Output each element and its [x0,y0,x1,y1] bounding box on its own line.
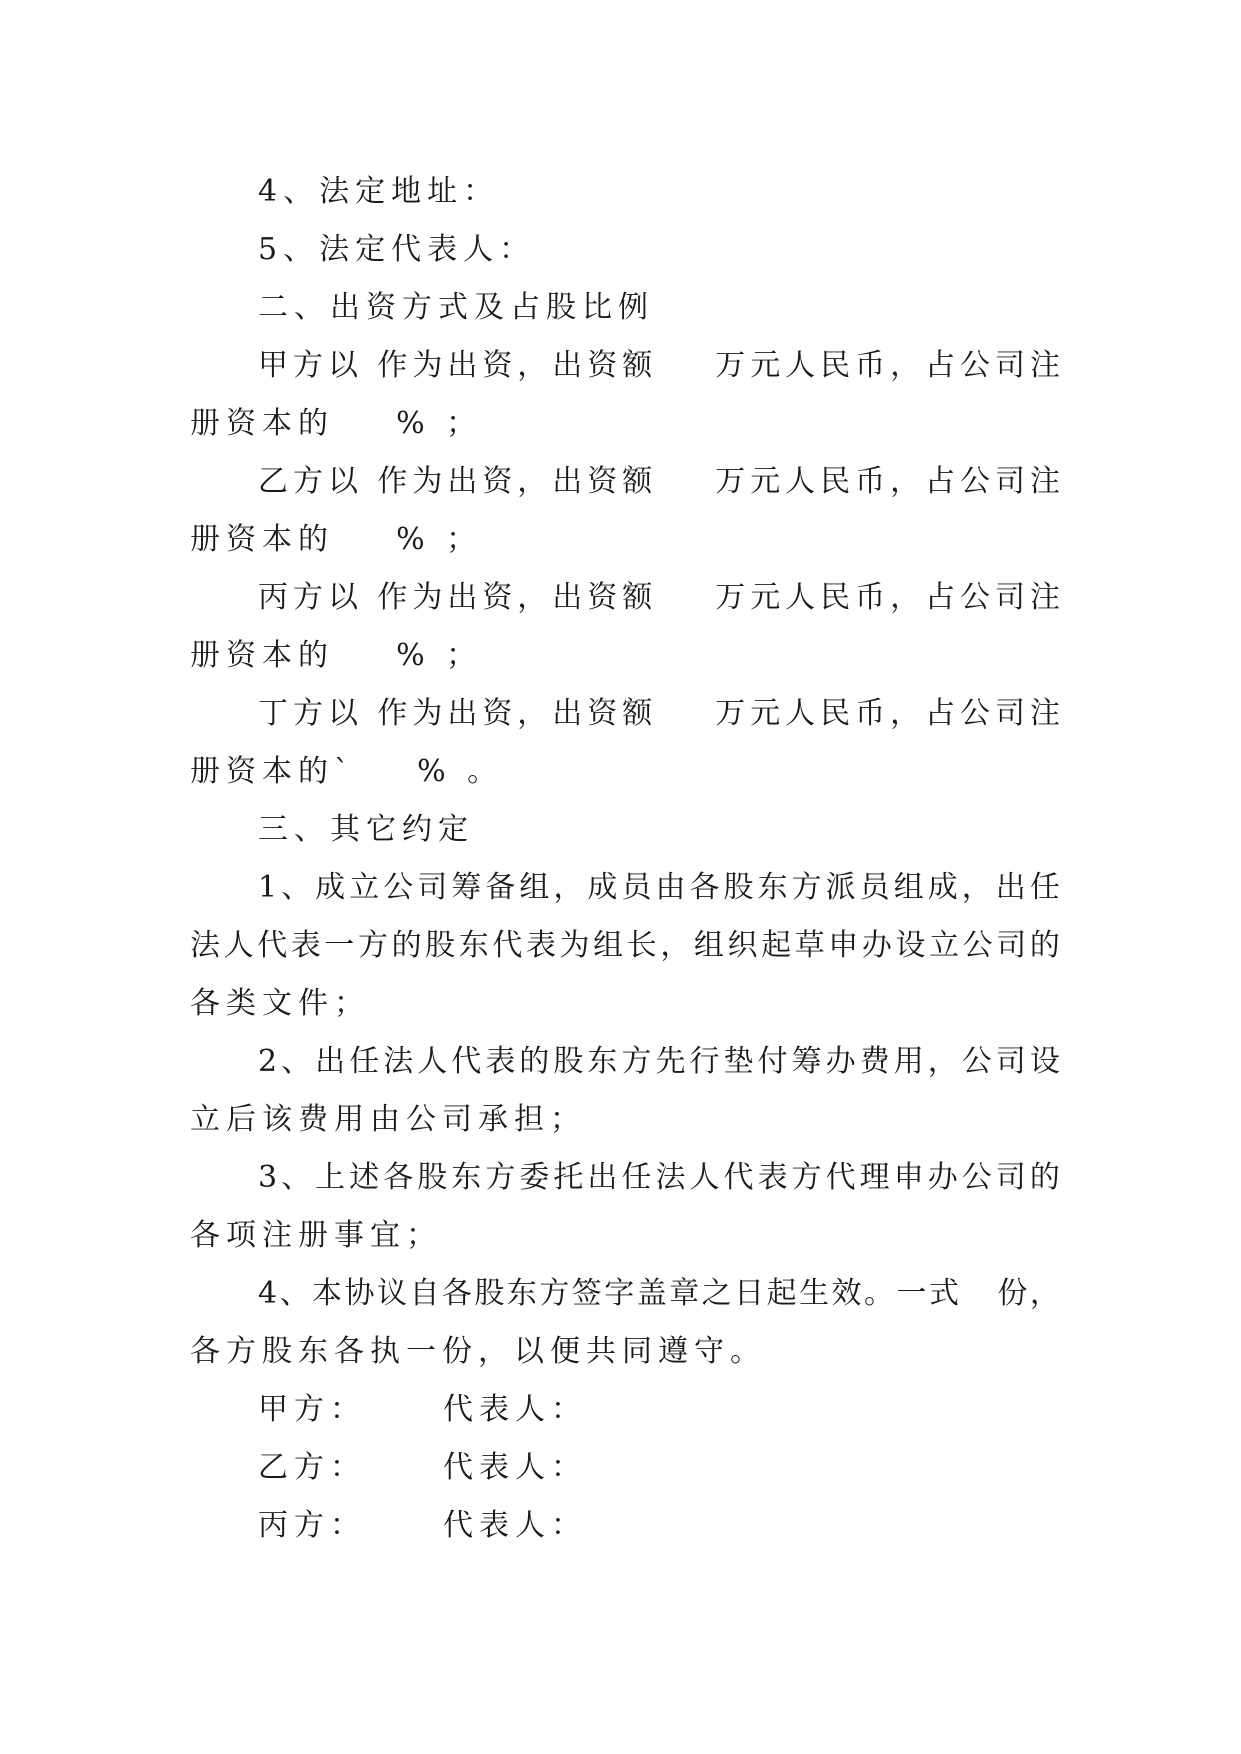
other-clause-4-line-2: 各方股东各执一份，以便共同遵守。 [190,1334,766,1369]
other-clause-1-line-1: 1 、 成 立 公 司 筹 备 组 ， 成 员 由 各 股 东 方 派 员 组 成 ， 出 任 [258,870,1060,905]
capital-party-d-line-2: 册资本的` % 。 [190,754,504,789]
capital-party-b-line-2: 册资本的 % ； [190,522,483,557]
capital-party-b-line-1: 乙 方 以 作 为 出 资 ， 出 资 额 万 元 人 民 币 ， 占 公 司 注 [258,464,1060,499]
capital-party-d-line-1: 丁 方 以 作 为 出 资 ， 出 资 额 万 元 人 民 币 ， 占 公 司 注 [258,696,1060,731]
capital-party-a-line-2: 册资本的 % ； [190,406,483,441]
signature-row-party-b [190,1439,1060,1497]
section-heading-other: 三、其它约定 [258,812,474,847]
signature-rep-label: 代表人： [443,1392,587,1427]
other-clause-1-line-3: 各类文件； [190,986,370,1021]
signature-row-party-a [190,1381,1060,1439]
other-clause-2-line-1: 2 、 出 任 法 人 代 表 的 股 东 方 先 行 垫 付 筹 办 费 用 ， 公 司 设 [258,1044,1060,1079]
signature-rep-label: 代表人： [443,1450,587,1485]
clause-legal-address: 4、法定地址： [258,174,500,209]
signature-party-label: 乙方： [258,1450,366,1485]
other-clause-3-line-1: 3 、 上 述 各 股 东 方 委 托 出 任 法 人 代 表 方 代 理 申 办 公 司 的 [258,1160,1060,1195]
signature-row-party-c [190,1497,1060,1555]
other-clause-4-line-1: 4 、 本 协 议 自 各 股 东 方 签 字 盖 章 之 日 起 生 效 。 一 式 份 ， [258,1276,1060,1311]
signature-party-label: 甲方： [258,1392,366,1427]
capital-party-a-line-1: 甲 方 以 作 为 出 资 ， 出 资 额 万 元 人 民 币 ， 占 公 司 注 [258,348,1060,383]
section-heading-capital: 二、出资方式及占股比例 [258,290,654,325]
signature-party-label: 丙方： [258,1508,366,1543]
capital-party-c-line-1: 丙 方 以 作 为 出 资 ， 出 资 额 万 元 人 民 币 ， 占 公 司 注 [258,580,1060,615]
document-body [190,163,1060,1555]
other-clause-2-line-2: 立后该费用由公司承担； [190,1102,586,1137]
clause-legal-representative: 5、法定代表人： [258,232,536,267]
other-clause-3-line-2: 各项注册事宜； [190,1218,442,1253]
capital-party-c-line-2: 册资本的 % ； [190,638,483,673]
other-clause-1-line-2: 法 人 代 表 一 方 的 股 东 代 表 为 组 长 ， 组 织 起 草 申 办 设 立 公 司 的 [190,928,1060,963]
signature-rep-label: 代表人： [443,1508,587,1543]
